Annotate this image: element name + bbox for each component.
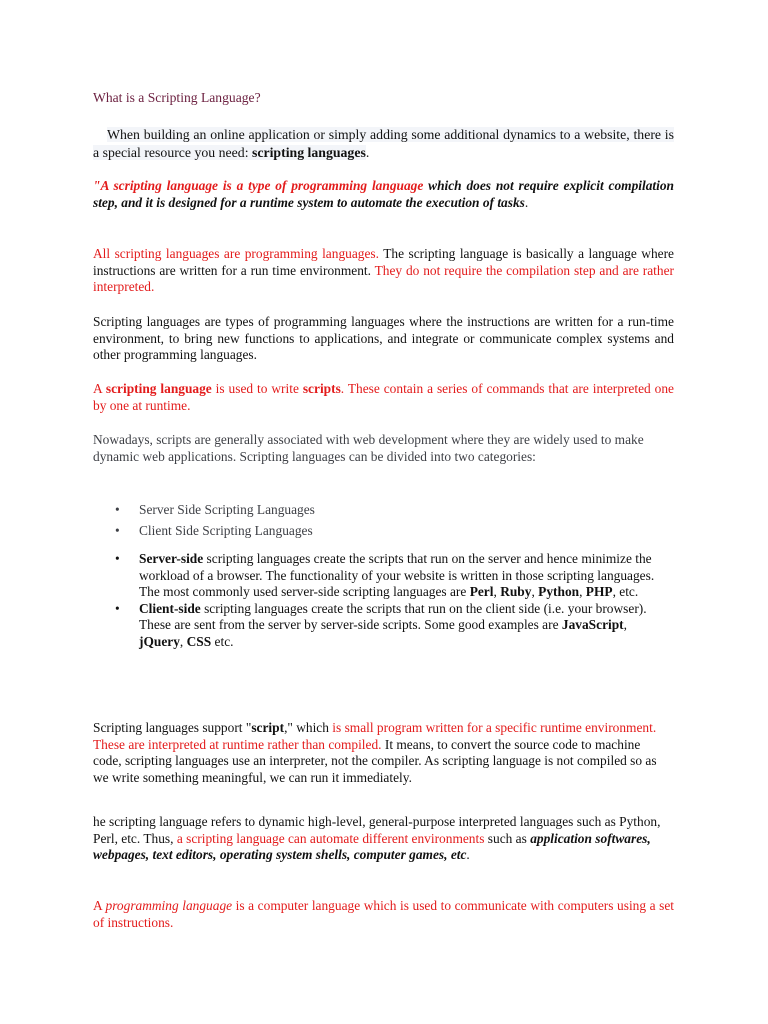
scripts-bold-2: scripts xyxy=(302,381,341,396)
refers-red: a scripting language can automate different environments xyxy=(176,830,485,846)
intro-text: When building an online application or simply adding some additional dynamics to a website, there is a special resource you need: xyxy=(93,127,674,160)
all-languages-paragraph xyxy=(93,246,674,296)
server-example: Perl xyxy=(469,584,494,600)
all-red-2: They do not require the compilation step and are rather interpreted. xyxy=(93,262,674,295)
programming-a: A xyxy=(93,898,106,913)
server-example: Python xyxy=(538,584,580,600)
server-example: Ruby xyxy=(500,584,532,600)
refers-paragraph xyxy=(93,814,661,864)
client-example: jQuery xyxy=(139,633,180,649)
client-example: CSS xyxy=(186,633,212,649)
client-example: JavaScript xyxy=(561,617,624,633)
client-side-end: etc. xyxy=(211,633,234,649)
scripts-mid: is used to write xyxy=(211,381,303,396)
programming-paragraph xyxy=(93,898,674,931)
refers-end: . xyxy=(466,847,470,863)
types-paragraph: Scripting languages are types of programming languages where the instructions are written for a run-time environment, to bring new functions to applications, and integrate or communicate complex systems and other programming languages. xyxy=(93,314,674,363)
client-side-bold: Client-side xyxy=(139,600,201,616)
client-side-text: scripting languages create the scripts that run on the client side (i.e. your browser). These are sent from the server by server-side scripts. Some good examples are xyxy=(139,600,647,633)
scripts-rest: . These contain a series of commands that are interpreted one by one at runtime. xyxy=(93,381,674,413)
server-side-text: scripting languages create the scripts that run on the server and hence minimize the workload of a browser. The functionality of your website is written in those scripting languages. The most commonly used server-side scripting languages are xyxy=(139,551,655,600)
separator: , xyxy=(579,584,586,600)
definition-quote: " xyxy=(93,178,101,193)
support-red: is small program written for a specific runtime environment. These are interpreted at runtime rather than compiled. xyxy=(93,720,657,752)
programming-rest: is a computer language which is used to communicate with computers using a set of instructions. xyxy=(93,898,675,930)
intro-bold: scripting languages xyxy=(251,145,366,160)
refers-bold-italic: application softwares, webpages, text editors, operating system shells, computer games, etc xyxy=(93,830,651,863)
separator: , xyxy=(493,584,501,600)
definition-dark: which does not require explicit compilation step, and it is designed for a runtime system to automate the execution of tasks xyxy=(93,178,674,210)
server-side-end: , etc. xyxy=(612,584,639,600)
category-item: • Client Side Scripting Languages xyxy=(93,520,674,541)
scripts-bold-1: scripting language xyxy=(105,381,212,396)
support-rest: It means, to convert the source code to machine code, scripting languages use an interpreter, not the compiler. As scripting language is not compiled so as we write something meaningful, we can run it immediately. xyxy=(93,736,657,785)
refers-start: he scripting language refers to dynamic high-level, general-purpose interpreted languages such as Python, Perl, etc. Thus, xyxy=(93,814,661,846)
all-normal: The scripting language is basically a language where instructions are written for a run time environment. xyxy=(93,246,674,278)
category-item: • Server Side Scripting Languages xyxy=(93,499,674,520)
categories-list xyxy=(93,499,674,541)
server-example: PHP xyxy=(585,584,613,600)
support-start: Scripting languages support " xyxy=(93,720,252,735)
server-side-item xyxy=(93,551,674,601)
scripts-paragraph xyxy=(93,381,674,414)
definition-end: . xyxy=(524,194,529,210)
server-side-bold: Server-side xyxy=(139,551,204,566)
support-paragraph xyxy=(93,720,665,786)
client-side-item xyxy=(93,601,674,651)
doc-title: What is a Scripting Language? xyxy=(93,90,261,105)
support-bold: script xyxy=(251,720,285,735)
separator: , xyxy=(531,584,539,600)
programming-italic: programming language xyxy=(105,898,233,913)
support-after-bold: ," which xyxy=(284,720,333,735)
intro-end: . xyxy=(365,145,370,160)
definition-paragraph xyxy=(93,178,674,211)
all-red-1: All scripting languages are programming languages. xyxy=(93,246,379,261)
intro-paragraph xyxy=(93,126,674,162)
definition-red: A scripting language is a type of programming language xyxy=(100,178,424,193)
separator: , xyxy=(623,617,627,633)
scripts-a: A xyxy=(93,381,106,396)
nowadays-paragraph: Nowadays, scripts are generally associated with web development where they are widely used to make dynamic web applications. Scripting languages can be divided into two categories: xyxy=(93,432,644,464)
separator: , xyxy=(179,633,187,649)
side-details-list xyxy=(93,551,674,651)
refers-mid: such as xyxy=(484,830,531,846)
